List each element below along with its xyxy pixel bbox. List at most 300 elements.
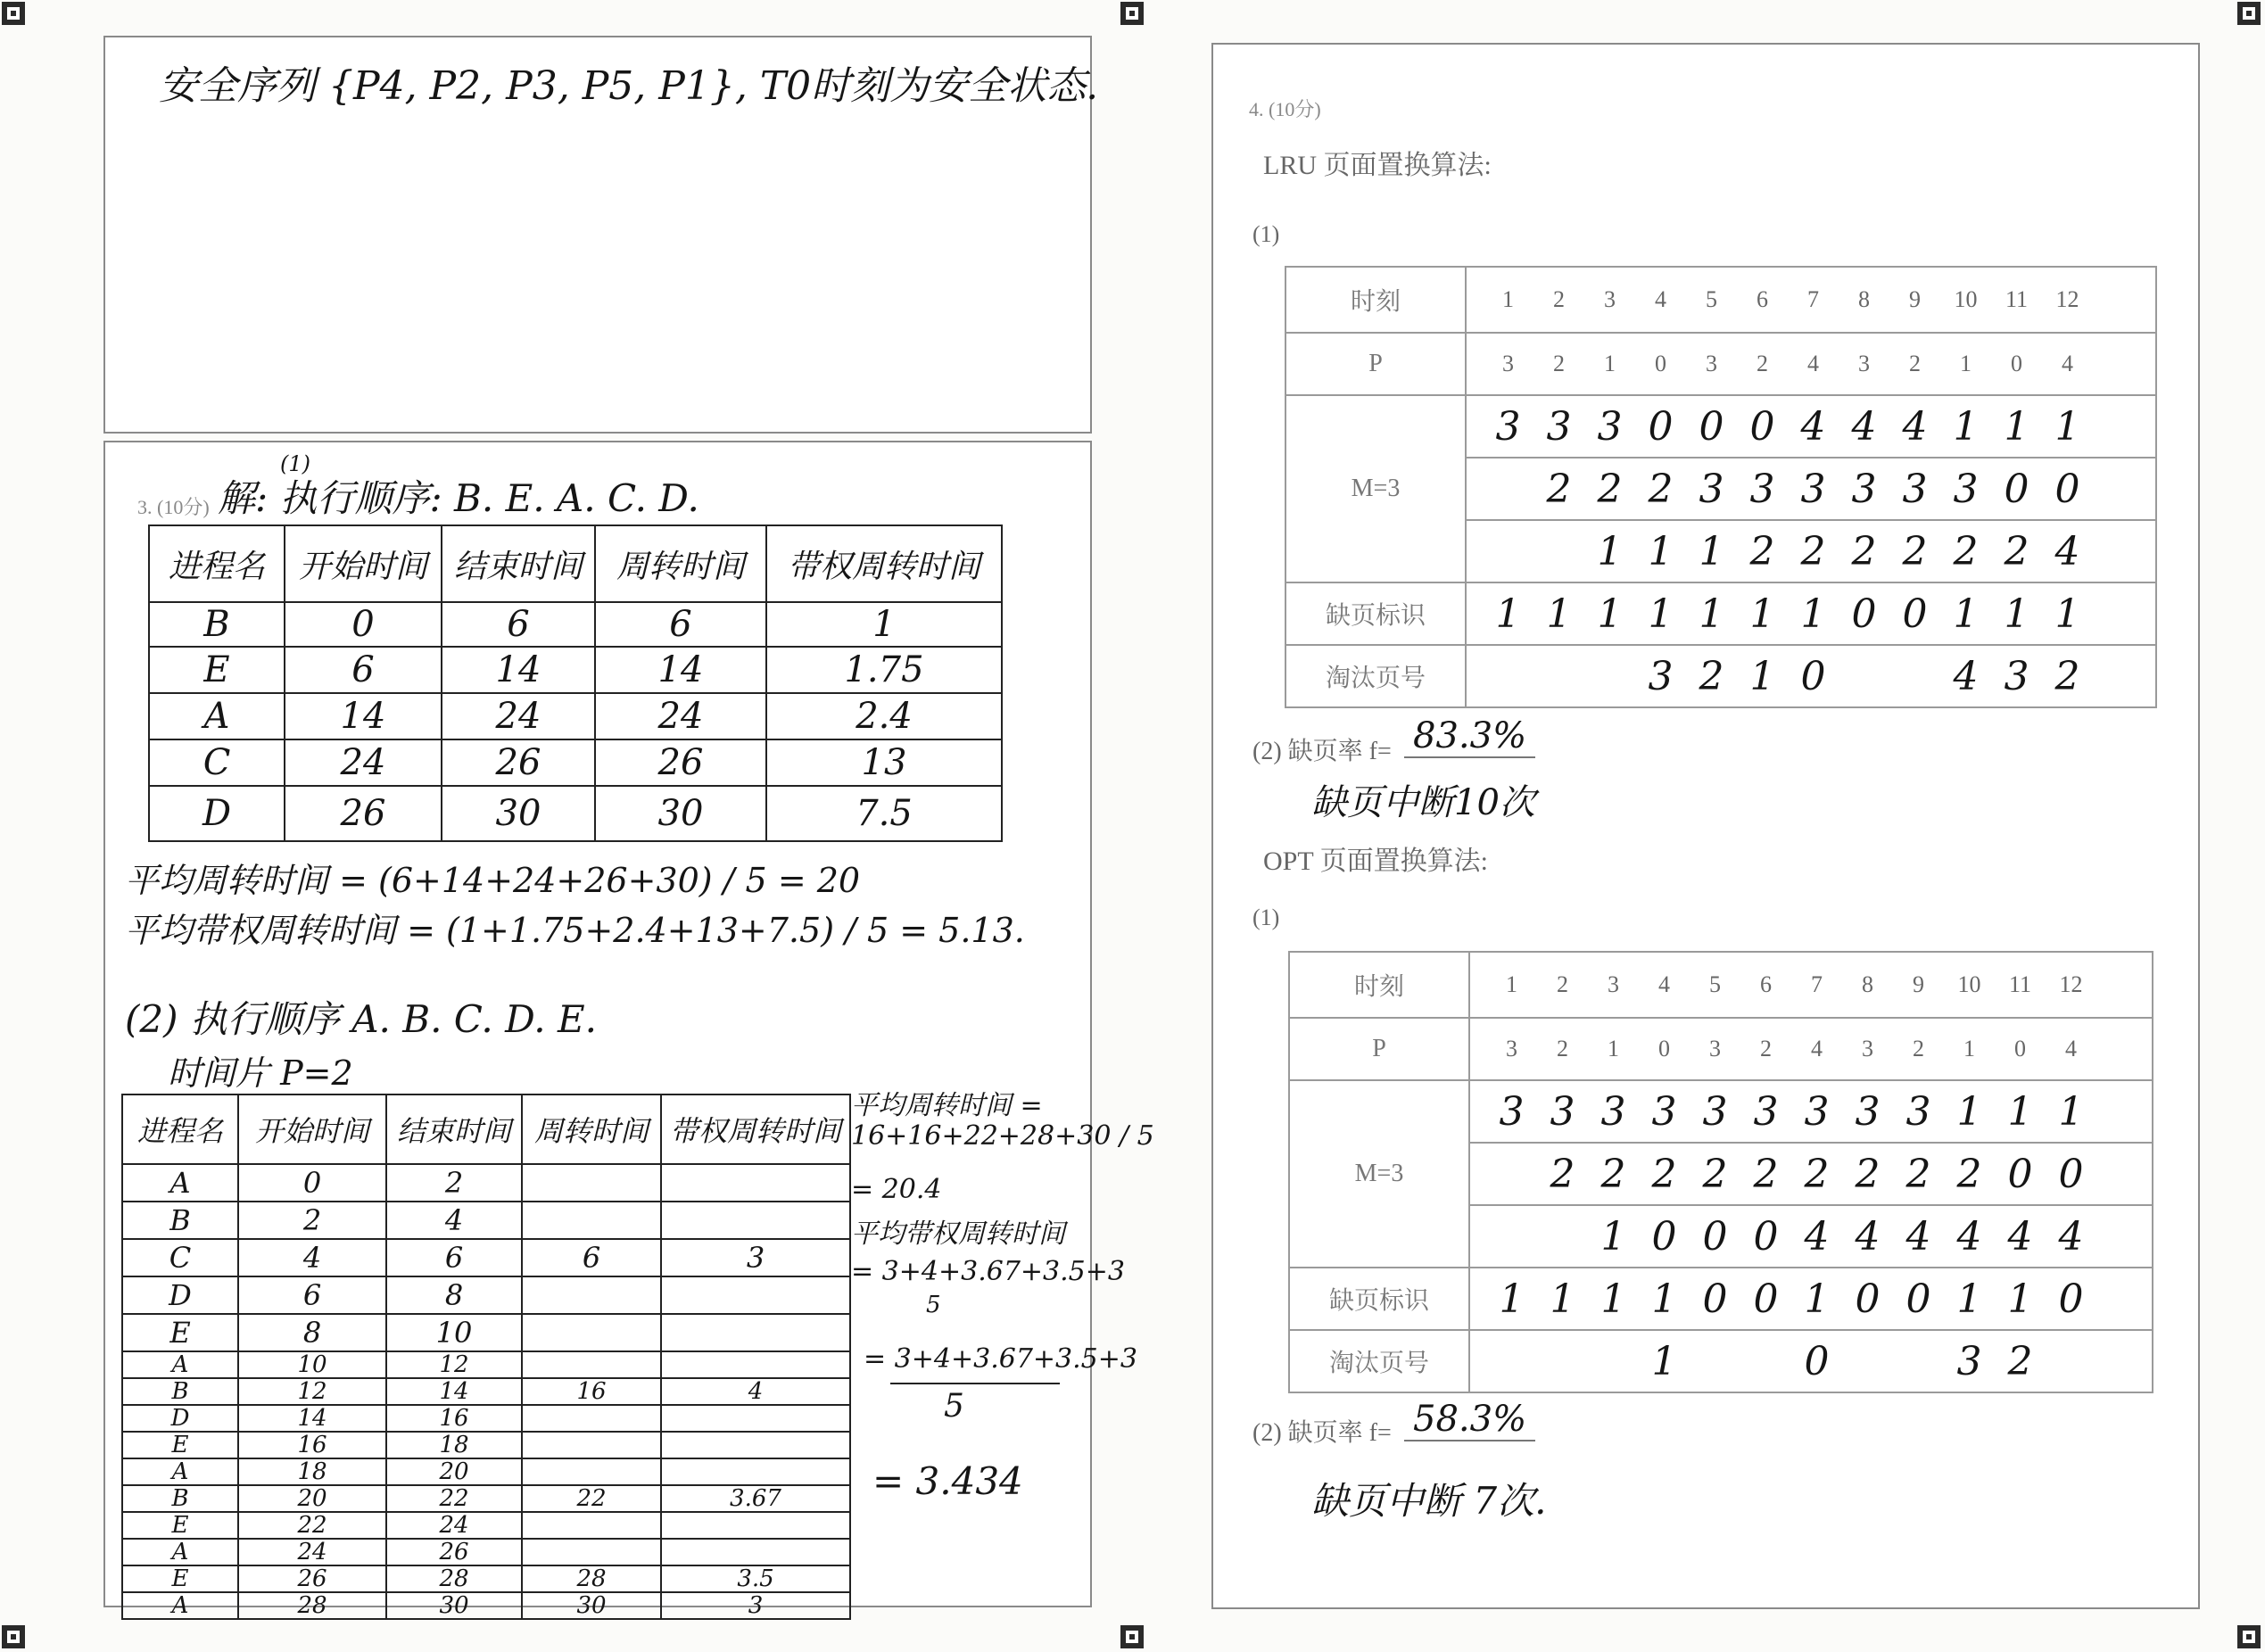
row-label-fault: 缺页标识	[1285, 582, 1466, 645]
frame-cell	[1466, 395, 2156, 458]
frame-value: 2	[1749, 528, 1775, 574]
t2-cell: D	[122, 1276, 238, 1314]
t2-cell: A	[122, 1164, 238, 1202]
evicted-page: 2	[2054, 653, 2080, 699]
fault-flag: 1	[2054, 591, 2080, 637]
lru-title: LRU 页面置换算法:	[1263, 151, 1492, 180]
frame-value: 1	[2058, 1088, 2084, 1135]
t2-cell	[522, 1351, 661, 1378]
time-label: 10	[1954, 286, 1978, 312]
fault-flag: 1	[1749, 591, 1775, 637]
time-label: 5	[1706, 286, 1717, 312]
page-ref: 3	[1506, 1036, 1517, 1061]
frame-cell	[1469, 1205, 2153, 1268]
frame-value: 2	[1597, 466, 1623, 512]
page-ref: 1	[1608, 1036, 1619, 1061]
fault-flag: 1	[1699, 591, 1724, 637]
row-label-time: 时刻	[1285, 267, 1466, 333]
t2-header: 开始时间	[238, 1094, 386, 1164]
frame-value: 0	[2004, 466, 2029, 512]
q3-part2-heading: (2) 执行顺序 A. B. C. D. E.	[125, 997, 598, 1041]
q3-part1-heading: 解: 执行顺序: B. E. A. C. D.	[218, 476, 699, 520]
t1-cell: 0	[285, 602, 442, 647]
frame-value: 3	[1902, 466, 1928, 512]
frame-value: 0	[1702, 1213, 1728, 1260]
t2-cell: 26	[238, 1565, 386, 1592]
frame-value: 2	[1953, 528, 1979, 574]
frame-value: 1	[1648, 528, 1674, 574]
time-label: 5	[1709, 971, 1721, 997]
frame-value: 4	[1902, 403, 1928, 450]
page-ref: 2	[1553, 351, 1565, 376]
frame-value: 3	[1804, 1088, 1830, 1135]
fault-flag: 1	[1956, 1276, 1982, 1322]
t2-cell: 6	[238, 1276, 386, 1314]
page-ref: 2	[1557, 1036, 1568, 1061]
t2-row	[122, 1164, 850, 1202]
time-label: 8	[1862, 971, 1873, 997]
t1-cell: 26	[595, 739, 766, 786]
t2-cell: 2	[386, 1164, 522, 1202]
frame-value: 3	[1851, 466, 1877, 512]
fault-flag: 1	[2007, 1276, 2033, 1322]
frame-value: 2	[1648, 466, 1674, 512]
frame-cell	[1466, 458, 2156, 520]
t2-cell: 20	[238, 1485, 386, 1512]
lru-part1: (1)	[1252, 221, 1280, 247]
page-ref: 4	[2065, 1036, 2077, 1061]
opt-part1: (1)	[1252, 904, 1280, 930]
page-ref: 3	[1502, 351, 1514, 376]
page-ref: 4	[1807, 351, 1819, 376]
page-ref: 4	[1811, 1036, 1823, 1061]
answer-box-q3	[103, 441, 1154, 1619]
frame-value: 2	[1550, 1151, 1575, 1197]
frame-value: 0	[1648, 403, 1674, 450]
t2-cell	[522, 1164, 661, 1202]
fault-flag: 0	[1902, 591, 1928, 637]
lru-rate-value: 83.3%	[1404, 715, 1535, 758]
frame-value: 2	[1546, 466, 1572, 512]
frame-value: 4	[1905, 1213, 1931, 1260]
time-label: 2	[1553, 286, 1565, 312]
time-label: 9	[1913, 971, 1924, 997]
t1-cell: 24	[285, 739, 442, 786]
side-note: = 20.4	[851, 1174, 942, 1205]
t2-cell: 2	[238, 1202, 386, 1239]
schedule-table-1	[148, 525, 1003, 842]
frame-value: 2	[1702, 1151, 1728, 1197]
t2-cell	[661, 1276, 850, 1314]
t1-cell: 6	[442, 602, 595, 647]
t1-cell: 1	[766, 602, 1002, 647]
fault-flag: 1	[1597, 591, 1623, 637]
t1-cell: C	[149, 739, 285, 786]
t2-cell: A	[122, 1458, 238, 1485]
side-note: = 3.434	[872, 1459, 1023, 1503]
frame-value: 0	[1749, 403, 1775, 450]
t1-cell: D	[149, 786, 285, 841]
page-ref: 1	[1963, 1036, 1975, 1061]
t2-cell: C	[122, 1239, 238, 1276]
avg-weighted-turnaround: 平均带权周转时间 = (1+1.75+2.4+13+7.5) / 5 = 5.13.	[125, 911, 1025, 950]
frame-value: 1	[2054, 403, 2080, 450]
pages-cell	[1466, 333, 2156, 395]
page-ref: 2	[1757, 351, 1768, 376]
evicted-page: 2	[1699, 653, 1724, 699]
frame-value: 2	[1600, 1151, 1626, 1197]
corner-marker-bottom-left	[2, 1625, 25, 1648]
frame-value: 2	[1905, 1151, 1931, 1197]
t2-row	[122, 1405, 850, 1432]
opt-interrupts: 缺页中断 7次.	[1311, 1479, 1547, 1523]
t2-cell	[661, 1405, 850, 1432]
evicted-page: 1	[1651, 1338, 1677, 1384]
t2-cell: 10	[386, 1314, 522, 1351]
t2-cell: 20	[386, 1458, 522, 1485]
t2-cell: 3.5	[661, 1565, 850, 1592]
frame-value: 1	[2004, 403, 2029, 450]
page-ref: 3	[1858, 351, 1870, 376]
time-label: 6	[1757, 286, 1768, 312]
t1-cell: 24	[442, 693, 595, 739]
t1-header: 开始时间	[285, 525, 442, 602]
schedule-table-2-body	[122, 1164, 850, 1619]
t2-row	[122, 1378, 850, 1405]
page-ref: 2	[1760, 1036, 1772, 1061]
frame-cell	[1469, 1143, 2153, 1205]
side-note: 5	[926, 1292, 941, 1318]
page-ref: 4	[2062, 351, 2073, 376]
t2-row	[122, 1276, 850, 1314]
fault-cell	[1466, 582, 2156, 645]
frame-value: 3	[1753, 1088, 1779, 1135]
t2-cell	[661, 1164, 850, 1202]
t1-cell: A	[149, 693, 285, 739]
t2-cell: 28	[386, 1565, 522, 1592]
frame-value: 3	[1905, 1088, 1931, 1135]
t2-cell: 12	[238, 1378, 386, 1405]
corner-marker-top-center	[1120, 2, 1144, 25]
row-label-m: M=3	[1289, 1080, 1469, 1268]
time-slice: 时间片 P=2	[168, 1053, 353, 1093]
schedule-table-2	[121, 1094, 851, 1620]
frame-value: 3	[1597, 403, 1623, 450]
t2-cell: 6	[386, 1239, 522, 1276]
t2-row	[122, 1351, 850, 1378]
time-label: 11	[2005, 286, 2029, 312]
frame-value: 2	[1800, 528, 1826, 574]
q3-label: 3. (10分)	[137, 496, 210, 518]
t2-row	[122, 1202, 850, 1239]
safe-sequence-text: 安全序列 {P4, P2, P3, P5, P1}, T0时刻为安全状态.	[159, 63, 1099, 109]
t2-cell	[522, 1405, 661, 1432]
t2-cell	[522, 1458, 661, 1485]
frame-value: 2	[1956, 1151, 1982, 1197]
corner-marker-bottom-right	[2237, 1625, 2261, 1648]
t2-cell	[661, 1539, 850, 1565]
t2-header: 周转时间	[522, 1094, 661, 1164]
t2-cell: 8	[386, 1276, 522, 1314]
page-ref: 1	[1604, 351, 1616, 376]
time-label: 12	[2059, 971, 2083, 997]
frame-value: 0	[1651, 1213, 1677, 1260]
page-ref: 0	[1658, 1036, 1670, 1061]
frame-value: 3	[1495, 403, 1521, 450]
page-ref: 0	[1655, 351, 1666, 376]
time-label: 9	[1909, 286, 1921, 312]
fault-flag: 1	[1550, 1276, 1575, 1322]
lru-rate-label: (2) 缺页率 f=	[1252, 738, 1392, 765]
time-label: 6	[1760, 971, 1772, 997]
t1-cell: 6	[285, 647, 442, 693]
evicted-page: 4	[1953, 653, 1979, 699]
frame-value: 3	[1651, 1088, 1677, 1135]
time-label: 8	[1858, 286, 1870, 312]
page-ref: 2	[1913, 1036, 1924, 1061]
t2-cell: 10	[238, 1351, 386, 1378]
t2-header: 带权周转时间	[661, 1094, 850, 1164]
frame-value: 2	[1851, 528, 1877, 574]
t2-row	[122, 1432, 850, 1458]
t2-row	[122, 1485, 850, 1512]
t2-cell: 28	[522, 1565, 661, 1592]
evict-cell	[1469, 1330, 2153, 1392]
time-label: 7	[1807, 286, 1819, 312]
frame-value: 2	[2004, 528, 2029, 574]
t2-cell: 0	[238, 1164, 386, 1202]
lru-interrupts: 缺页中断10次	[1311, 782, 1535, 823]
t1-header: 结束时间	[442, 525, 595, 602]
evicted-page: 3	[2004, 653, 2029, 699]
page-ref: 2	[1909, 351, 1921, 376]
t2-cell: 14	[386, 1378, 522, 1405]
evicted-page: 3	[1648, 653, 1674, 699]
frame-value: 3	[1550, 1088, 1575, 1135]
frame-value: 1	[2007, 1088, 2033, 1135]
t2-cell	[522, 1314, 661, 1351]
t2-cell	[522, 1432, 661, 1458]
times-cell	[1469, 952, 2153, 1018]
t1-cell: 6	[595, 602, 766, 647]
t1-cell: 13	[766, 739, 1002, 786]
t2-cell	[661, 1314, 850, 1351]
q3-part1-marker: (1)	[280, 451, 310, 476]
t2-cell: 3.67	[661, 1485, 850, 1512]
t2-cell: A	[122, 1592, 238, 1619]
fault-flag: 0	[1855, 1276, 1881, 1322]
t1-cell: 2.4	[766, 693, 1002, 739]
frame-value: 3	[1953, 466, 1979, 512]
t2-cell: A	[122, 1539, 238, 1565]
t1-cell: 7.5	[766, 786, 1002, 841]
t2-cell: 22	[238, 1512, 386, 1539]
time-label: 4	[1658, 971, 1670, 997]
fault-flag: 1	[1600, 1276, 1626, 1322]
frame-value: 4	[2058, 1213, 2084, 1260]
t2-cell	[522, 1539, 661, 1565]
answer-box-q4	[1211, 43, 2200, 1609]
frame-value: 4	[1855, 1213, 1881, 1260]
fault-flag: 0	[2058, 1276, 2084, 1322]
time-label: 4	[1655, 286, 1666, 312]
t1-header: 进程名	[149, 525, 285, 602]
frame-value: 4	[2054, 528, 2080, 574]
fault-flag: 0	[1905, 1276, 1931, 1322]
fault-flag: 1	[1499, 1276, 1525, 1322]
page-ref: 0	[2011, 351, 2022, 376]
t2-cell	[661, 1351, 850, 1378]
t2-cell: 12	[386, 1351, 522, 1378]
t2-cell	[522, 1276, 661, 1314]
frame-value: 2	[1753, 1151, 1779, 1197]
frame-value: 3	[1855, 1088, 1881, 1135]
fault-flag: 1	[1804, 1276, 1830, 1322]
evicted-page: 0	[1804, 1338, 1830, 1384]
t1-cell: 26	[285, 786, 442, 841]
time-label: 7	[1811, 971, 1823, 997]
t2-cell: B	[122, 1485, 238, 1512]
opt-title: OPT 页面置换算法:	[1263, 847, 1488, 876]
t1-cell: 24	[595, 693, 766, 739]
t2-cell: 30	[386, 1592, 522, 1619]
frame-value: 2	[1804, 1151, 1830, 1197]
frame-value: 4	[2007, 1213, 2033, 1260]
row-label-p: P	[1285, 333, 1466, 395]
t2-cell: 22	[522, 1485, 661, 1512]
t2-row	[122, 1512, 850, 1539]
fault-cell	[1469, 1268, 2153, 1330]
t2-cell: 3	[661, 1239, 850, 1276]
t1-header: 周转时间	[595, 525, 766, 602]
t2-cell: 30	[522, 1592, 661, 1619]
frame-value: 1	[1953, 403, 1979, 450]
time-label: 3	[1608, 971, 1619, 997]
frame-value: 4	[1804, 1213, 1830, 1260]
frame-cell	[1469, 1080, 2153, 1143]
fault-flag: 1	[1953, 591, 1979, 637]
t2-cell: 18	[386, 1432, 522, 1458]
pages-cell	[1469, 1018, 2153, 1080]
fault-flag: 1	[1651, 1276, 1677, 1322]
row-label-fault: 缺页标识	[1289, 1268, 1469, 1330]
t1-cell: B	[149, 602, 285, 647]
frame-value: 1	[1956, 1088, 1982, 1135]
t2-cell: 16	[386, 1405, 522, 1432]
time-label: 1	[1502, 286, 1514, 312]
frame-value: 0	[2054, 466, 2080, 512]
time-label: 10	[1957, 971, 1981, 997]
frame-value: 4	[1800, 403, 1826, 450]
t2-cell: B	[122, 1378, 238, 1405]
t2-cell: 18	[238, 1458, 386, 1485]
evicted-page: 3	[1956, 1338, 1982, 1384]
t2-cell: 14	[238, 1405, 386, 1432]
t2-cell: 22	[386, 1485, 522, 1512]
t1-cell: 1.75	[766, 647, 1002, 693]
fault-flag: 1	[1648, 591, 1674, 637]
frame-value: 3	[1800, 466, 1826, 512]
side-note: = 3+4+3.67+3.5+3	[851, 1256, 1125, 1287]
time-label: 11	[2008, 971, 2032, 997]
t2-cell: E	[122, 1565, 238, 1592]
t1-cell: E	[149, 647, 285, 693]
corner-marker-top-right	[2237, 2, 2261, 25]
frame-value: 1	[1597, 528, 1623, 574]
t1-cell: 30	[595, 786, 766, 841]
frame-value: 3	[1546, 403, 1572, 450]
evict-cell	[1466, 645, 2156, 707]
row-label-evict: 淘汰页号	[1285, 645, 1466, 707]
t2-cell: 16	[238, 1432, 386, 1458]
time-label: 1	[1506, 971, 1517, 997]
side-note: 16+16+22+28+30 / 5	[851, 1120, 1154, 1152]
time-label: 2	[1557, 971, 1568, 997]
t2-cell: E	[122, 1512, 238, 1539]
t2-cell	[522, 1512, 661, 1539]
fraction-bar	[890, 1383, 1060, 1384]
t2-cell: D	[122, 1405, 238, 1432]
answer-box-q2	[103, 36, 1099, 434]
fault-flag: 0	[1851, 591, 1877, 637]
fault-flag: 1	[2004, 591, 2029, 637]
t2-row	[122, 1592, 850, 1619]
t2-cell: 3	[661, 1592, 850, 1619]
side-note: = 3+4+3.67+3.5+3	[864, 1343, 1137, 1375]
t2-cell: 4	[661, 1378, 850, 1405]
opt-rate-label: (2) 缺页率 f=	[1252, 1419, 1392, 1447]
frame-value: 2	[1902, 528, 1928, 574]
t1-header: 带权周转时间	[766, 525, 1002, 602]
row-label-p: P	[1289, 1018, 1469, 1080]
page-ref: 3	[1862, 1036, 1873, 1061]
row-label-m: M=3	[1285, 395, 1466, 582]
t2-cell: 6	[522, 1239, 661, 1276]
frame-value: 4	[1851, 403, 1877, 450]
frame-value: 3	[1749, 466, 1775, 512]
page-ref: 1	[1960, 351, 1972, 376]
opt-table	[1288, 951, 2153, 1393]
lru-table	[1285, 266, 2157, 708]
t2-cell: B	[122, 1202, 238, 1239]
t2-row	[122, 1565, 850, 1592]
t1-cell: 30	[442, 786, 595, 841]
t2-row	[122, 1239, 850, 1276]
t2-cell: 24	[238, 1539, 386, 1565]
t2-row	[122, 1314, 850, 1351]
frame-value: 3	[1702, 1088, 1728, 1135]
row-label-evict: 淘汰页号	[1289, 1330, 1469, 1392]
t2-cell: E	[122, 1432, 238, 1458]
t2-cell	[661, 1512, 850, 1539]
t2-cell: 28	[238, 1592, 386, 1619]
row-label-time: 时刻	[1289, 952, 1469, 1018]
t2-row	[122, 1539, 850, 1565]
t2-cell: E	[122, 1314, 238, 1351]
frame-value: 3	[1600, 1088, 1626, 1135]
t2-header: 进程名	[122, 1094, 238, 1164]
frame-value: 3	[1499, 1088, 1525, 1135]
frame-value: 0	[1699, 403, 1724, 450]
fault-flag: 1	[1800, 591, 1826, 637]
t2-cell	[661, 1458, 850, 1485]
t2-cell: 16	[522, 1378, 661, 1405]
page-ref: 0	[2014, 1036, 2026, 1061]
t2-cell: 26	[386, 1539, 522, 1565]
frame-value: 0	[2058, 1151, 2084, 1197]
t1-cell: 26	[442, 739, 595, 786]
frame-value: 2	[1855, 1151, 1881, 1197]
